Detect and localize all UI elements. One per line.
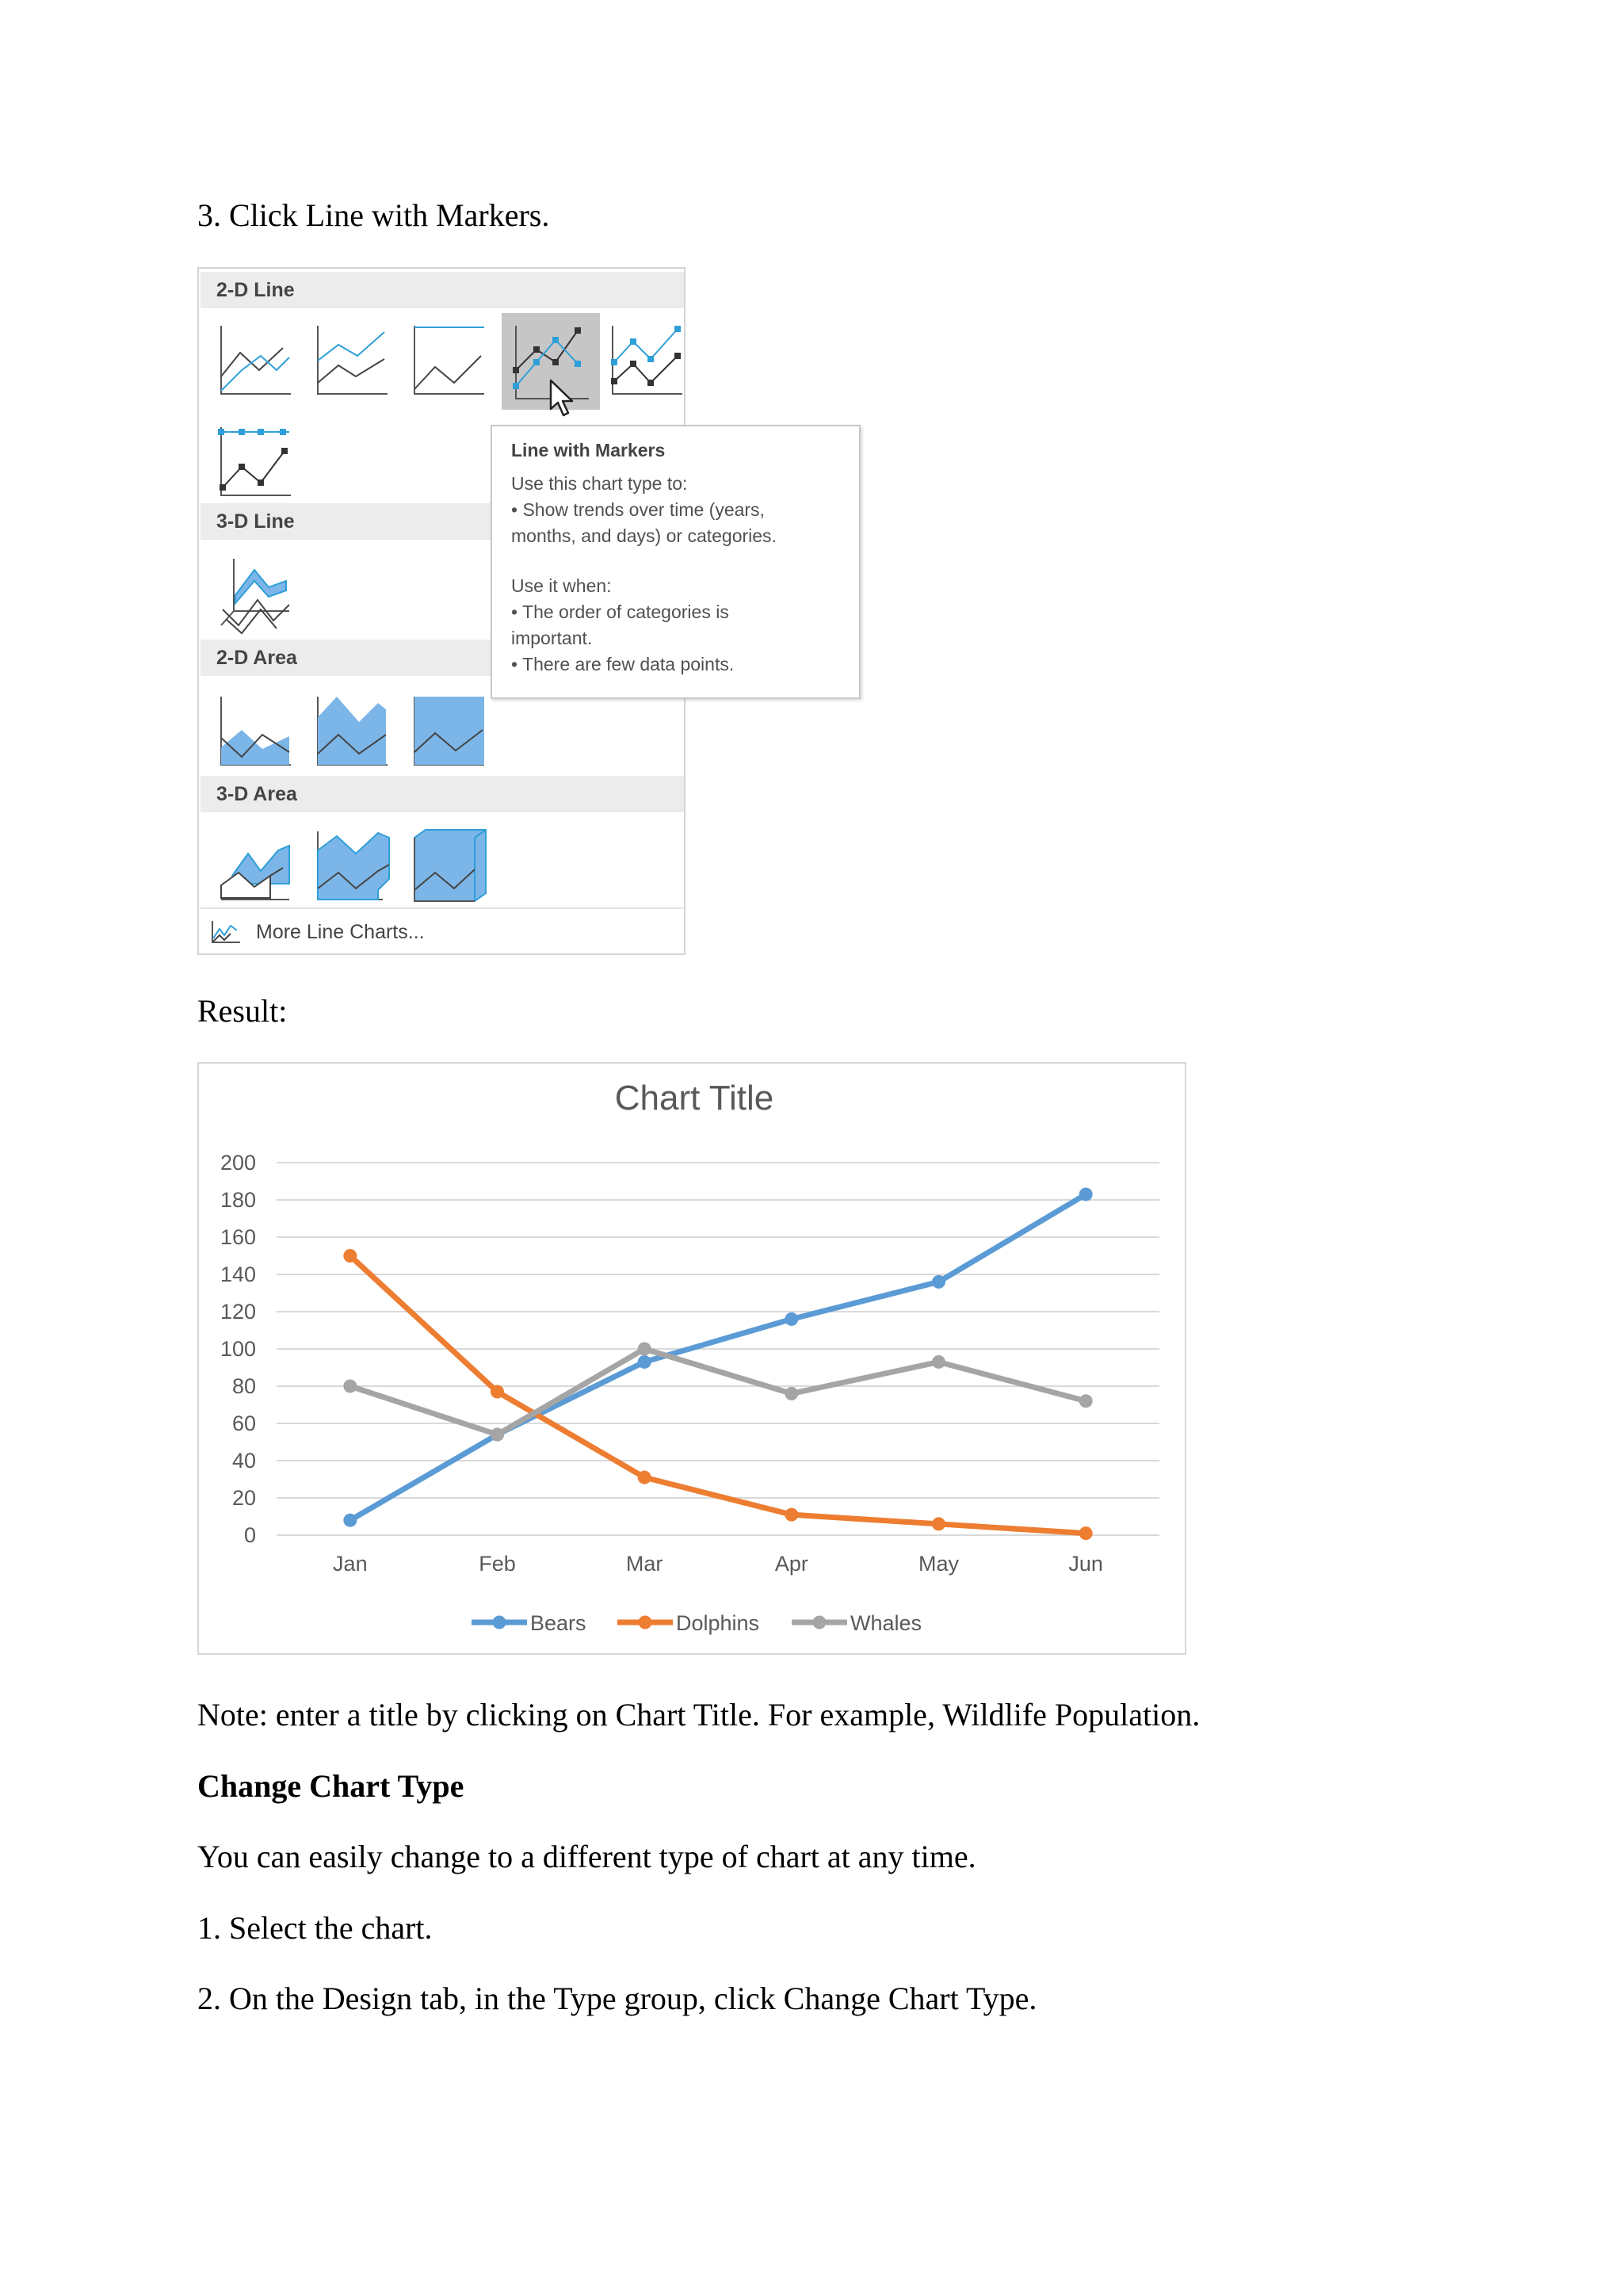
more-line-charts-link[interactable] [200,907,684,953]
data-point-dolphins [932,1517,945,1530]
chart-title[interactable]: Chart Title [614,1079,774,1117]
stacked-line-with-markers-option[interactable] [601,315,690,403]
y-tick-label: 80 [231,1374,256,1398]
step-1-text: 1. Select the chart. [197,1910,433,1946]
chart-type-tooltip [491,425,861,699]
tooltip-when-label: Use it when: [511,575,612,596]
data-point-bears [785,1312,798,1326]
y-tick-label: 20 [231,1486,256,1510]
tooltip-use-label: Use this chart type to: [511,473,688,494]
more-line-charts-label: More Line Charts... [256,921,425,943]
data-point-whales [785,1387,798,1400]
stacked-area-option[interactable] [307,686,395,774]
x-tick-label: May [918,1552,960,1576]
y-tick-label: 140 [220,1263,256,1286]
x-axis-labels [333,1552,1103,1576]
data-point-whales [491,1428,504,1442]
100-percent-stacked-area-option[interactable] [403,686,492,774]
tooltip-use-line: months, and days) or categories. [511,525,777,546]
data-point-dolphins [785,1508,798,1522]
mouse-pointer-icon [548,379,577,418]
note-text: Note: enter a title by clicking on Chart Title. For example, Wildlife Population. [197,1697,1201,1733]
100-percent-line-with-markers-option[interactable] [210,416,299,505]
data-point-dolphins [1079,1526,1093,1540]
3d-line-icon [210,549,299,638]
x-tick-label: Feb [479,1552,516,1576]
3d-area-option[interactable] [210,820,299,909]
y-axis-labels [220,1151,256,1547]
3d-stacked-area-icon [307,820,395,909]
step-2-text: 2. On the Design tab, in the Type group, click Change Chart Type. [197,1981,1037,2016]
stacked-line-markers-icon [601,315,690,403]
line-chart-option[interactable] [210,315,299,403]
3d-100-percent-stacked-area-option[interactable] [403,820,492,909]
percent-line-markers-icon [210,416,299,505]
tooltip-when-line: important. [511,628,593,648]
tooltip-when-line: • There are few data points. [511,654,735,674]
section-header-3d-area: 3-D Area [200,776,684,812]
x-tick-label: Apr [774,1552,808,1576]
data-point-whales [343,1380,357,1393]
stacked-line-icon [307,315,395,403]
100-percent-stacked-line-option[interactable] [403,315,492,403]
result-label: Result: [197,993,288,1029]
data-point-whales [638,1343,651,1356]
y-tick-label: 160 [220,1225,256,1249]
y-tick-label: 120 [220,1300,256,1324]
y-tick-label: 60 [231,1412,256,1435]
legend-swatch-marker [493,1616,506,1629]
data-point-whales [1079,1394,1093,1408]
intro-text: You can easily change to a different type of chart at any time. [197,1839,976,1874]
tooltip-when-line: • The order of categories is [511,602,729,622]
data-point-whales [932,1355,945,1369]
line-chart-plot [199,1064,1185,1653]
percent-stacked-area-icon [403,686,492,774]
area-chart-icon [210,686,299,774]
legend-swatch-marker [813,1616,827,1629]
data-point-dolphins [491,1385,504,1399]
3d-area-icon [210,820,299,909]
y-tick-label: 100 [220,1337,256,1361]
3d-percent-area-icon [403,820,492,909]
stacked-area-icon [307,686,395,774]
y-tick-label: 200 [220,1151,256,1175]
data-point-bears [1079,1187,1093,1201]
section-header-2d-line: 2-D Line [200,272,684,308]
x-tick-label: Mar [625,1552,663,1576]
legend-label: Bears [530,1611,586,1635]
area-chart-option[interactable] [210,686,299,774]
percent-stacked-line-icon [403,315,492,403]
line-chart-icon [210,315,299,403]
data-point-bears [343,1514,357,1527]
tooltip-title: Line with Markers [511,440,666,460]
section-header-2d-area: 2-D Area [200,640,684,676]
series-line-dolphins [350,1256,1086,1534]
section-heading: Change Chart Type [197,1768,464,1804]
y-tick-label: 40 [231,1449,256,1473]
data-point-dolphins [638,1471,651,1484]
chart-legend [472,1611,922,1635]
y-tick-label: 0 [243,1523,256,1547]
x-tick-label: Jun [1068,1552,1103,1576]
step-3-text: 3. Click Line with Markers. [197,197,550,233]
data-point-dolphins [343,1249,357,1263]
data-series [343,1187,1092,1540]
tooltip-use-line: • Show trends over time (years, [511,499,765,520]
3d-stacked-area-option[interactable] [307,820,395,909]
legend-label: Dolphins [676,1611,760,1635]
y-tick-label: 180 [220,1188,256,1212]
legend-label: Whales [850,1611,922,1635]
series-line-whales [350,1349,1086,1435]
stacked-line-chart-option[interactable] [307,315,395,403]
data-point-bears [932,1275,945,1289]
section-header-3d-line: 3-D Line [200,503,684,540]
line-chart-small-icon [210,919,242,945]
3d-line-option[interactable] [210,549,299,638]
x-tick-label: Jan [333,1552,368,1576]
data-point-bears [638,1355,651,1369]
line-chart[interactable] [197,1062,1186,1655]
legend-swatch-marker [639,1616,652,1629]
gridlines [277,1163,1159,1535]
